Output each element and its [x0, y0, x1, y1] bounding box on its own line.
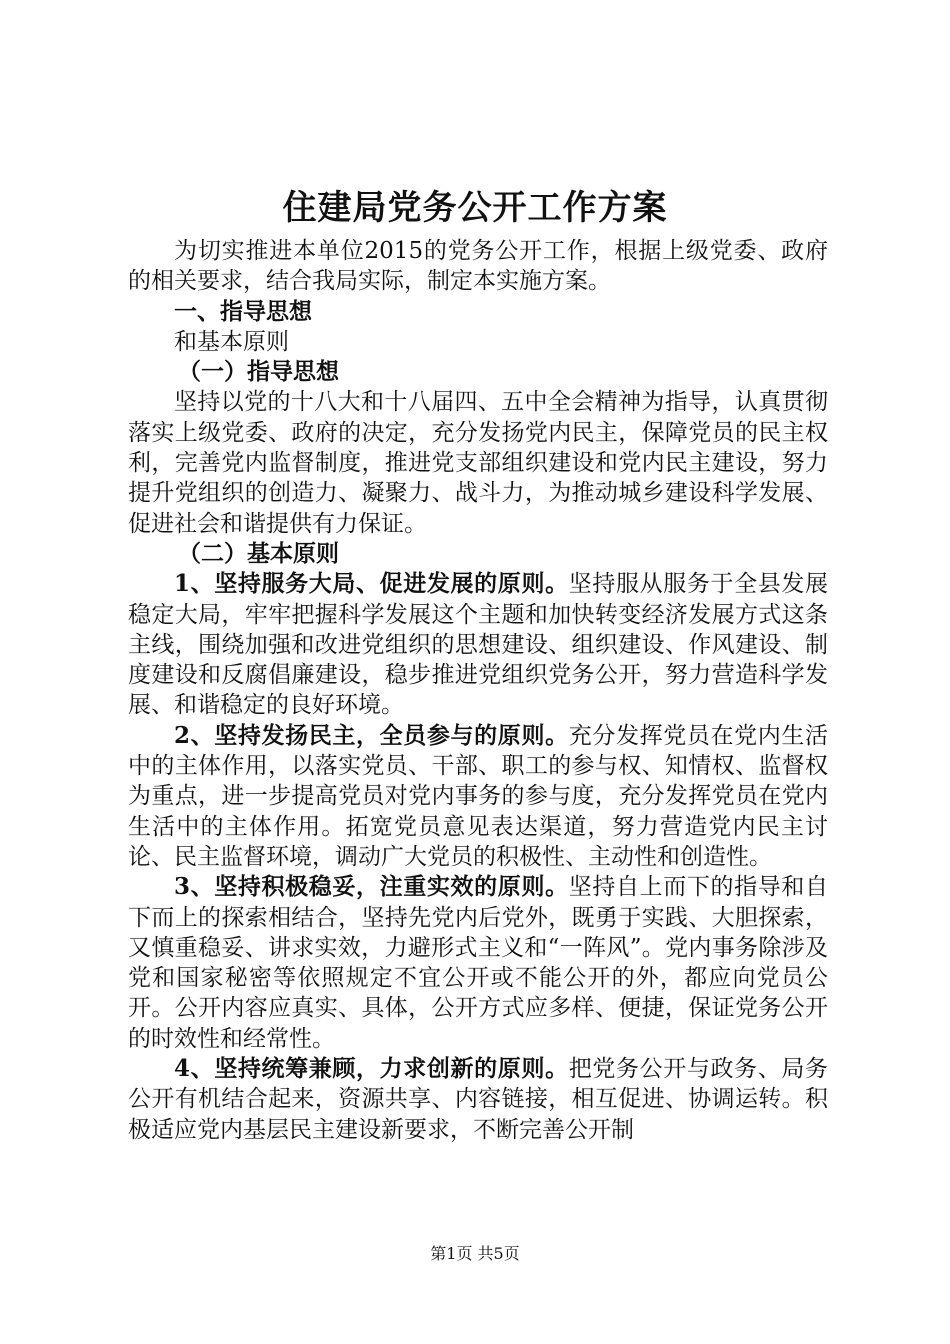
principle-4-text: 把党务公开与政务、局务公开有机结合起来，资源共享、内容链接，相互促进、协调运转。积极适应党内基层民主建设新要求，不断完善公开制	[128, 1056, 828, 1143]
principle-2-text: 充分发挥党员在党内生活中的主体作用，以落实党员、干部、职工的参与权、知情权、监督权为重点，进一步提高党员对党内事务的参与度，充分发挥党员在党内生活中的主体作用。拓宽党员意见表达渠道，努力营造党内民主讨论、民主监督环境，调动广大党员的积极性、主动性和创造性。	[128, 722, 828, 870]
page-number-footer: 第1页 共5页	[430, 1244, 520, 1263]
principle-3-text: 坚持自上而下的指导和自下而上的探索相结合，坚持先党内后党外，既勇于实践、大胆探索，又慎重稳妥、讲求实效，力避形式主义和“一阵风”。党内事务除涉及党和国家秘密等依照规定不宜公开或不能公开的外，都应向党员公开。公开内容应真实、具体，公开方式应多样、便捷，保证党务公开的时效性和经常性。	[128, 874, 828, 1052]
principle-2-lead: 2、坚持发扬民主，全员参与的原则。	[174, 721, 569, 749]
principle-4	[128, 1054, 828, 1145]
principle-3	[128, 872, 828, 1054]
principle-1	[128, 569, 828, 720]
principle-2	[128, 721, 828, 872]
principle-4-lead: 4、坚持统筹兼顾，力求创新的原则。	[174, 1055, 569, 1083]
principle-1-text: 坚持服从服务于全县发展稳定大局，牢牢把握科学发展这个主题和加快转变经济发展方式这条主线，围绕加强和改进党组织的思想建设、组织建设、作风建设、制度建设和反腐倡廉建设，稳步推进党组织党务公开，努力营造科学发展、和谐稳定的良好环境。	[128, 571, 828, 719]
document-title: 住建局党务公开工作方案	[282, 188, 668, 228]
section1-heading: 一、指导思想	[174, 297, 312, 325]
sub2-heading: （二）基本原则	[178, 539, 339, 567]
intro-paragraph: 为切实推进本单位2015的党务公开工作，根据上级党委、政府的相关要求，结合我局实际，制定本实施方案。	[128, 238, 828, 295]
document-body	[128, 236, 828, 1145]
section1-heading-continued: 和基本原则	[174, 328, 289, 355]
principle-1-lead: 1、坚持服务大局、促进发展的原则。	[174, 570, 569, 598]
sub1-paragraph: 坚持以党的十八大和十八届四、五中全会精神为指导，认真贯彻落实上级党委、政府的决定，充分发扬党内民主，保障党员的民主权利，完善党内监督制度，推进党支部组织建设和党内民主建设，努力提升党组织的创造力、凝聚力、战斗力，为推动城乡建设科学发展、促进社会和谐提供有力保证。	[128, 389, 828, 537]
principle-3-lead: 3、坚持积极稳妥，注重实效的原则。	[174, 873, 569, 901]
sub1-heading: （一）指导思想	[178, 358, 339, 386]
